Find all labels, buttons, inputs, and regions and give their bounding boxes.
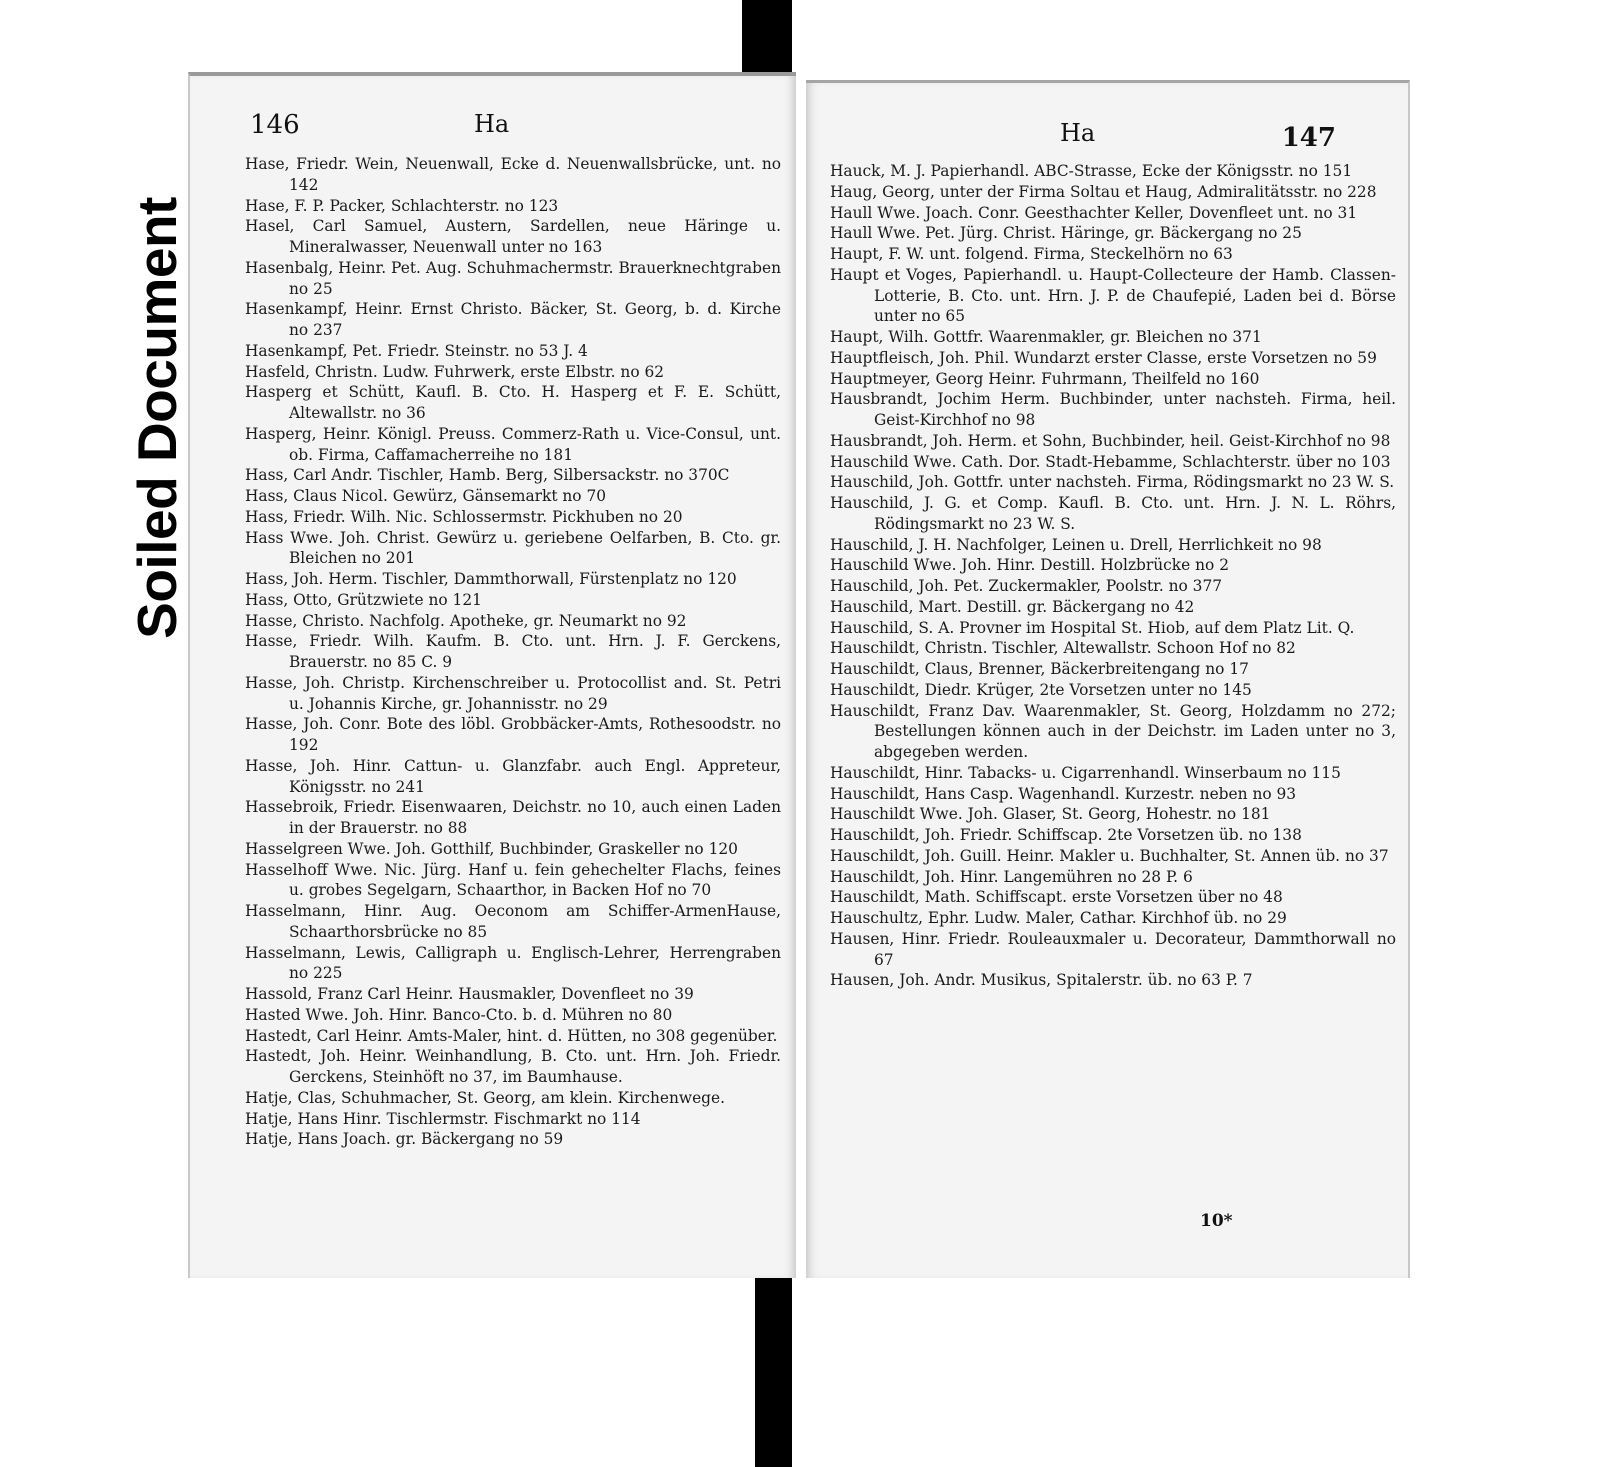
directory-entry: Hauschild, Joh. Pet. Zuckermakler, Poolstr. no 377 — [830, 577, 1223, 595]
left-page-number: 146 — [250, 110, 300, 140]
directory-entry: Hass Wwe. Joh. Christ. Gewürz u. geriebene Oelfarben, B. Cto. gr. Bleichen no 201 — [245, 528, 781, 568]
directory-entry: Hastedt, Joh. Heinr. Weinhandlung, B. Cto. unt. Hrn. Joh. Friedr. Gerckens, Steinhöft no 37, im Baumhause. — [245, 1047, 781, 1086]
directory-entry: Hauschildt, Joh. Guill. Heinr. Makler u. Buchhalter, St. Annen üb. no 37 — [830, 846, 1389, 865]
directory-entry: Hass, Otto, Grützwiete no 121 — [245, 590, 482, 609]
directory-entry: Hasse, Christo. Nachfolg. Apotheke, gr. Neumarkt no 92 — [245, 611, 687, 630]
right-page — [806, 80, 1410, 1278]
signature-mark: 10* — [1200, 1211, 1233, 1231]
directory-entry: Hauck, M. J. Papierhandl. ABC-Strasse, Ecke der Königsstr. no 151 — [830, 162, 1353, 180]
directory-entry: Hassold, Franz Carl Heinr. Hausmakler, Dovenfleet no 39 — [245, 985, 694, 1003]
directory-entry: Hasenkampf, Heinr. Ernst Christo. Bäcker, St. Georg, b. d. Kirche no 237 — [245, 300, 781, 339]
directory-entry: Hasfeld, Christn. Ludw. Fuhrwerk, erste Elbstr. no 62 — [245, 362, 665, 381]
directory-entry: Hatje, Hans Hinr. Tischlermstr. Fischmarkt no 114 — [245, 1109, 641, 1128]
directory-entry: Hasenbalg, Heinr. Pet. Aug. Schuhmachermstr. Brauerknechtgraben no 25 — [245, 258, 781, 298]
directory-entry: Hauschild, J. H. Nachfolger, Leinen u. Drell, Herrlichkeit no 98 — [830, 535, 1322, 554]
directory-entry: Hausbrandt, Jochim Herm. Buchbinder, unter nachsteh. Firma, heil. Geist-Kirchhof no 98 — [830, 390, 1396, 429]
directory-entry: Hauschildt, Christn. Tischler, Altewallstr. Schoon Hof no 82 — [830, 639, 1296, 658]
directory-entry: Hausbrandt, Joh. Herm. et Sohn, Buchbinder, heil. Geist-Kirchhof no 98 — [830, 431, 1391, 450]
right-page-number: 147 — [1281, 123, 1336, 153]
book-spine-top — [742, 0, 792, 80]
left-page-header — [190, 108, 796, 148]
directory-entry: Hauptfleisch, Joh. Phil. Wundarzt erster Classe, erste Vorsetzen no 59 — [830, 348, 1377, 367]
directory-entry: Hasse, Joh. Christp. Kirchenschreiber u. Protocollist and. St. Petri u. Johannis Kirche, gr. Johannisstr. no 29 — [245, 673, 781, 713]
directory-entry: Hasenkampf, Pet. Friedr. Steinstr. no 53 J. 4 — [245, 341, 588, 360]
directory-entry: Hasse, Joh. Hinr. Cattun- u. Glanzfabr. auch Engl. Appreteur, Königsstr. no 241 — [245, 756, 781, 796]
directory-entry: Hauschildt, Joh. Hinr. Langemühren no 28 P. 6 — [830, 867, 1193, 886]
directory-entry: Hauschild, Joh. Gottfr. unter nachsteh. Firma, Rödingsmarkt no 23 W. S. — [830, 473, 1395, 492]
directory-entry: Hausen, Joh. Andr. Musikus, Spitalerstr. üb. no 63 P. 7 — [830, 971, 1253, 990]
directory-entry: Hasselmann, Lewis, Calligraph u. Englisch-Lehrer, Herrengraben no 225 — [245, 943, 781, 983]
directory-entry: Hasselhoff Wwe. Nic. Jürg. Hanf u. fein gehechelter Flachs, feines u. grobes Segelgarn, Schaarthor, in Backen Hof no 70 — [245, 860, 781, 900]
directory-entry: Hauschild Wwe. Cath. Dor. Stadt-Hebamme, Schlachterstr. über no 103 — [830, 452, 1391, 471]
directory-entry: Hass, Claus Nicol. Gewürz, Gänsemarkt no 70 — [245, 487, 607, 505]
directory-entry: Hastedt, Carl Heinr. Amts-Maler, hint. d. Hütten, no 308 gegenüber. — [245, 1026, 778, 1045]
directory-entry: Hass, Friedr. Wilh. Nic. Schlossermstr. Pickhuben no 20 — [245, 507, 683, 526]
directory-entry: Haupt et Voges, Papierhandl. u. Haupt-Collecteure der Hamb. Classen-Lotterie, B. Cto. unt. Hrn. J. P. de Chaufepié, Laden bei d. Börse unter no 65 — [830, 265, 1396, 326]
directory-entry: Hasel, Carl Samuel, Austern, Sardellen, neue Häringe u. Mineralwasser, Neuenwall unter no 163 — [245, 217, 781, 256]
directory-entry: Hauschild Wwe. Joh. Hinr. Destill. Holzbrücke no 2 — [830, 556, 1229, 575]
right-entry-list — [830, 161, 1396, 991]
directory-entry: Hase, Friedr. Wein, Neuenwall, Ecke d. Neuenwallsbrücke, unt. no 142 — [245, 155, 781, 194]
directory-entry: Haug, Georg, unter der Firma Soltau et Haug, Admiralitätsstr. no 228 — [830, 182, 1377, 201]
directory-entry: Hauschild, J. G. et Comp. Kaufl. B. Cto. unt. Hrn. J. N. L. Röhrs, Rödingsmarkt no 23 W. S. — [830, 494, 1396, 533]
directory-entry: Hauschildt, Claus, Brenner, Bäckerbreitengang no 17 — [830, 660, 1249, 678]
right-page-header — [806, 115, 1408, 155]
directory-entry: Hassebroik, Friedr. Eisenwaaren, Deichstr. no 10, auch einen Laden in der Brauerstr. no 88 — [245, 798, 781, 837]
book-spine-bottom — [755, 1268, 792, 1467]
right-running-head: Ha — [1060, 119, 1096, 147]
directory-entry: Haupt, Wilh. Gottfr. Waarenmakler, gr. Bleichen no 371 — [830, 328, 1262, 346]
directory-entry: Hauschild, Mart. Destill. gr. Bäckergang no 42 — [830, 597, 1195, 616]
left-page — [188, 72, 796, 1278]
directory-entry: Hasselmann, Hinr. Aug. Oeconom am Schiffer-ArmenHause, Schaarthorsbrücke no 85 — [245, 902, 781, 941]
directory-entry: Hass, Joh. Herm. Tischler, Dammthorwall, Fürstenplatz no 120 — [245, 570, 737, 588]
directory-entry: Hauschildt, Diedr. Krüger, 2te Vorsetzen unter no 145 — [830, 680, 1252, 699]
directory-entry: Hauschildt Wwe. Joh. Glaser, St. Georg, Hohestr. no 181 — [830, 805, 1271, 824]
directory-entry: Hauschildt, Joh. Friedr. Schiffscap. 2te Vorsetzen üb. no 138 — [830, 826, 1302, 844]
label-text: Soiled Document — [126, 197, 188, 639]
left-running-head: Ha — [474, 110, 510, 138]
directory-entry: Hatje, Hans Joach. gr. Bäckergang no 59 — [245, 1130, 564, 1149]
directory-entry: Hauschild, S. A. Provner im Hospital St. Hiob, auf dem Platz Lit. Q. — [830, 618, 1355, 637]
directory-entry: Hasperg, Heinr. Königl. Preuss. Commerz-Rath u. Vice-Consul, unt. ob. Firma, Caffamacherreihe no 181 — [245, 424, 781, 464]
directory-entry: Haull Wwe. Pet. Jürg. Christ. Häringe, gr. Bäckergang no 25 — [830, 224, 1302, 243]
directory-entry: Hauschildt, Math. Schiffscapt. erste Vorsetzen über no 48 — [830, 888, 1283, 907]
directory-entry: Hauschildt, Hinr. Tabacks- u. Cigarrenhandl. Winserbaum no 115 — [830, 763, 1341, 782]
directory-entry: Hauptmeyer, Georg Heinr. Fuhrmann, Theilfeld no 160 — [830, 369, 1260, 388]
directory-entry: Haupt, F. W. unt. folgend. Firma, Steckelhörn no 63 — [830, 245, 1233, 263]
directory-entry: Hauschultz, Ephr. Ludw. Maler, Cathar. Kirchhof üb. no 29 — [830, 909, 1287, 927]
directory-entry: Hasperg et Schütt, Kaufl. B. Cto. H. Hasperg et F. E. Schütt, Altewallstr. no 36 — [245, 383, 781, 422]
directory-entry: Hasse, Friedr. Wilh. Kaufm. B. Cto. unt. Hrn. J. F. Gerckens, Brauerstr. no 85 C. 9 — [245, 632, 781, 671]
soiled-document-label — [128, 158, 186, 678]
directory-entry: Hauschildt, Franz Dav. Waarenmakler, St. Georg, Holzdamm no 272; Bestellungen können auch in der Deichstr. im Laden unter no 3, abgegeben werden. — [830, 701, 1396, 761]
directory-entry: Hatje, Clas, Schuhmacher, St. Georg, am klein. Kirchenwege. — [245, 1088, 726, 1107]
directory-entry: Hasted Wwe. Joh. Hinr. Banco-Cto. b. d. Mühren no 80 — [245, 1005, 673, 1024]
directory-entry: Hase, F. P. Packer, Schlachterstr. no 123 — [245, 196, 559, 215]
directory-entry: Haull Wwe. Joach. Conr. Geesthachter Keller, Dovenfleet unt. no 31 — [830, 203, 1358, 222]
directory-entry: Hasse, Joh. Conr. Bote des löbl. Grobbäcker-Amts, Rothesoodstr. no 192 — [245, 715, 781, 754]
directory-entry: Hasselgreen Wwe. Joh. Gotthilf, Buchbinder, Graskeller no 120 — [245, 839, 738, 858]
directory-entry: Hausen, Hinr. Friedr. Rouleauxmaler u. Decorateur, Dammthorwall no 67 — [830, 929, 1396, 969]
directory-entry: Hass, Carl Andr. Tischler, Hamb. Berg, Silbersackstr. no 370C — [245, 466, 730, 485]
directory-entry: Hauschildt, Hans Casp. Wagenhandl. Kurzestr. neben no 93 — [830, 784, 1297, 803]
left-entry-list — [245, 154, 781, 1150]
